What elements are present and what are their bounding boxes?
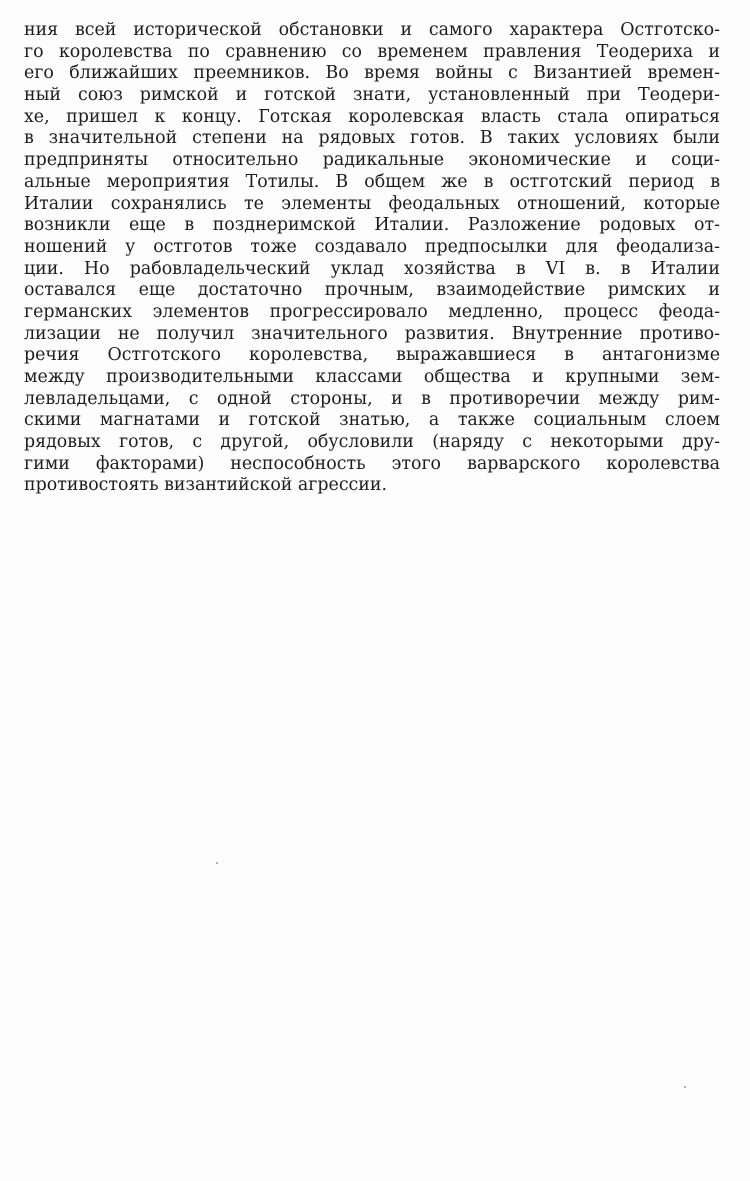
scan-speck xyxy=(216,862,218,864)
text-line: скими магнатами и готской знатью, а также социальным слоем xyxy=(24,410,720,431)
text-line: германских элементов прогрессировало медленно, процесс феода- xyxy=(24,301,720,322)
text-line: рядовых готов, с другой, обусловили (наряду с некоторыми дру- xyxy=(24,432,720,453)
text-line: гими факторами) неспособность этого варварского королевства xyxy=(24,453,720,474)
text-line: возникли еще в позднеримской Италии. Разложение родовых от- xyxy=(24,215,720,236)
text-line: в значительной степени на рядовых готов. В таких условиях были xyxy=(24,128,720,149)
text-line: ния всей исторической обстановки и самого характера Остготско- xyxy=(24,20,720,40)
text-line: левладельцами, с одной стороны, и в противоречии между рим- xyxy=(24,388,720,409)
text-line: оставался еще достаточно прочным, взаимодействие римских и xyxy=(24,280,720,301)
text-line: лизации не получил значительного развития. Внутренние противо- xyxy=(24,323,720,344)
text-line: альные мероприятия Тотилы. В общем же в остготский период в xyxy=(24,171,720,192)
text-line: Италии сохранялись те элементы феодальных отношений, которые xyxy=(24,193,720,214)
text-line: предприняты относительно радикальные экономические и соци- xyxy=(24,150,720,171)
text-line: ношений у остготов тоже создавало предпосылки для феодализа- xyxy=(24,236,720,257)
scan-speck xyxy=(684,1086,686,1088)
text-line: ный союз римской и готской знати, установленный при Теодери- xyxy=(24,85,720,106)
text-line: хе, пришел к концу. Готская королевская власть стала опираться xyxy=(24,106,720,127)
text-line: го королевства по сравнению со временем правления Теодериха и xyxy=(24,41,720,62)
text-line: речия Остготского королевства, выражавшиеся в антагонизме xyxy=(24,345,720,366)
text-line: ции. Но рабовладельческий уклад хозяйства в VI в. в Италии xyxy=(24,258,720,279)
body-text xyxy=(24,20,720,497)
text-line: его ближайших преемников. Во время войны с Византией времен- xyxy=(24,63,720,84)
text-line: между производительными классами общества и крупными зем- xyxy=(24,367,720,387)
text-line-last: противостоять византийской агрессии. xyxy=(24,475,388,496)
